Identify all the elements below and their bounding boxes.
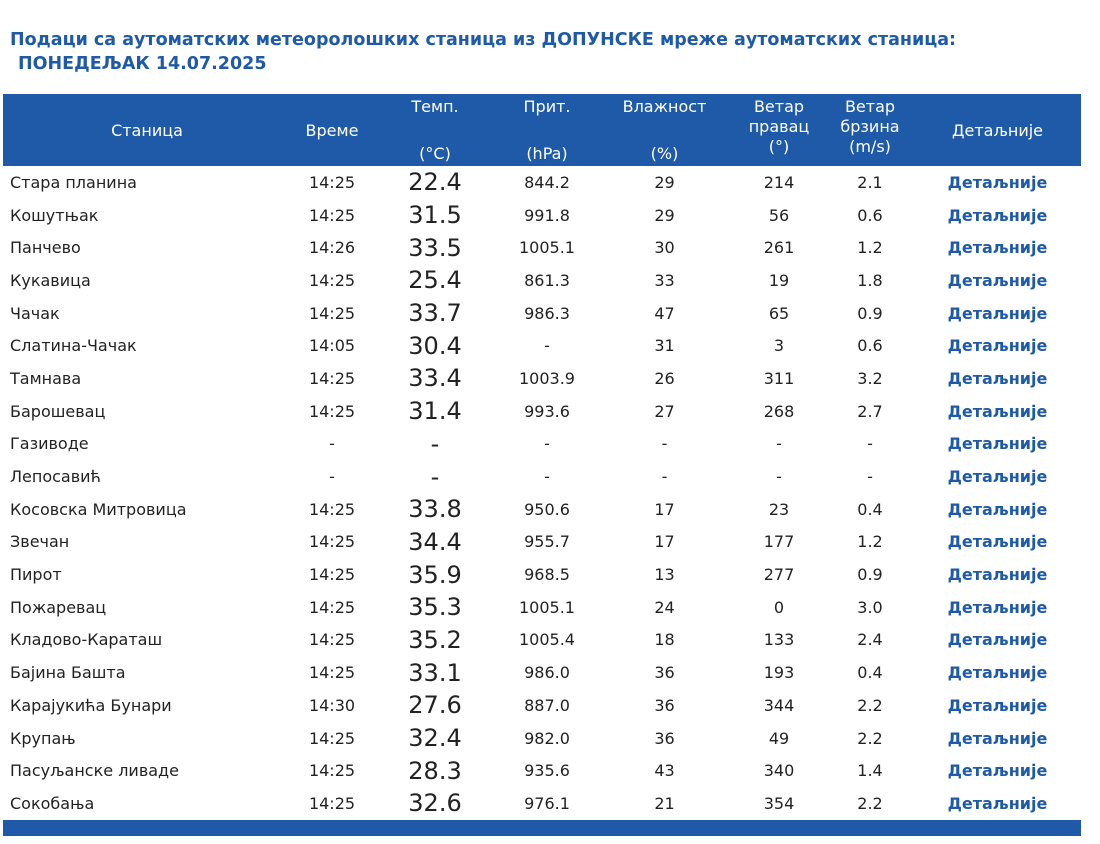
humidity-cell: 13: [654, 565, 675, 585]
pressure-cell: 976.1: [524, 793, 570, 813]
details-link[interactable]: Детаљније: [947, 499, 1048, 519]
station-name: Бајина Башта: [10, 663, 126, 683]
time-cell: -: [329, 434, 335, 454]
time-cell: 14:30: [308, 695, 356, 715]
wind-speed-cell: 1.2: [857, 238, 883, 258]
wind-speed-cell: -: [867, 434, 873, 454]
pressure-cell: -: [544, 467, 550, 487]
wind-speed-cell: 2.1: [857, 172, 883, 192]
wind-speed-cell: -: [867, 467, 873, 487]
station-name: Стара планина: [10, 172, 137, 192]
temperature-cell: 32.4: [408, 724, 462, 753]
table-row: [3, 166, 1081, 199]
wind-speed-cell: 2.2: [857, 728, 883, 748]
pressure-cell: 955.7: [524, 532, 570, 552]
details-link[interactable]: Детаљније: [947, 270, 1048, 290]
header-temperature-unit: (°C): [419, 144, 451, 163]
header-wind-direction: [732, 94, 826, 166]
table-row: [3, 362, 1081, 395]
wind-direction-cell: 65: [768, 303, 790, 323]
humidity-cell: 24: [654, 597, 675, 617]
details-link[interactable]: Детаљније: [947, 401, 1048, 421]
header-station: Станица: [3, 94, 291, 166]
temperature-cell: 31.5: [408, 201, 462, 230]
temperature-cell: 30.4: [408, 331, 462, 360]
humidity-cell: 36: [654, 728, 675, 748]
wind-speed-cell: 2.4: [857, 630, 883, 650]
table-row: [3, 656, 1081, 689]
humidity-cell: 36: [654, 663, 675, 683]
station-name: Лепосавић: [10, 467, 101, 487]
table-row: [3, 526, 1081, 559]
humidity-cell: 18: [654, 630, 675, 650]
header-details: Детаљније: [914, 94, 1081, 166]
details-link[interactable]: Детаљније: [947, 793, 1048, 813]
time-cell: 14:05: [308, 336, 356, 356]
wind-speed-cell: 1.4: [857, 761, 883, 781]
time-cell: 14:25: [308, 172, 356, 192]
table-row: [3, 231, 1081, 264]
temperature-cell: 33.5: [408, 233, 462, 262]
station-name: Кладово-Караташ: [10, 630, 163, 650]
header-temperature: [373, 94, 497, 166]
header-humidity-unit: (%): [650, 144, 679, 163]
header-wind-direction-label1: Ветар: [753, 97, 805, 116]
humidity-cell: 17: [654, 532, 675, 552]
pressure-cell: -: [544, 336, 550, 356]
details-link[interactable]: Детаљније: [947, 761, 1048, 781]
humidity-cell: 43: [654, 761, 675, 781]
details-link[interactable]: Детаљније: [947, 663, 1048, 683]
wind-direction-cell: 133: [763, 630, 795, 650]
time-cell: 14:25: [308, 270, 356, 290]
pressure-cell: 968.5: [524, 565, 570, 585]
station-name: Сокобања: [10, 793, 95, 813]
pressure-cell: 935.6: [524, 761, 570, 781]
details-link[interactable]: Детаљније: [947, 336, 1048, 356]
wind-direction-cell: 19: [768, 270, 790, 290]
details-link[interactable]: Детаљније: [947, 172, 1048, 192]
time-cell: 14:25: [308, 728, 356, 748]
time-cell: 14:25: [308, 205, 356, 225]
wind-speed-cell: 0.9: [857, 303, 883, 323]
humidity-cell: 30: [654, 238, 675, 258]
pressure-cell: 1005.1: [519, 238, 575, 258]
table-row: [3, 199, 1081, 232]
temperature-cell: 35.3: [408, 593, 462, 622]
wind-direction-cell: 268: [763, 401, 795, 421]
details-link[interactable]: Детаљније: [947, 303, 1048, 323]
page-title-line1: Подаци са аутоматских метеоролошких станица из ДОПУНСКЕ мреже аутоматских станица:: [10, 30, 957, 50]
pressure-cell: 991.8: [524, 205, 570, 225]
wind-speed-cell: 3.2: [857, 368, 883, 388]
temperature-cell: 33.7: [408, 299, 462, 328]
station-name: Барошевац: [10, 401, 106, 421]
wind-speed-cell: 0.6: [857, 336, 883, 356]
pressure-cell: 993.6: [524, 401, 570, 421]
humidity-cell: 27: [654, 401, 675, 421]
humidity-cell: 29: [654, 205, 675, 225]
wind-direction-cell: 311: [763, 368, 795, 388]
pressure-cell: 1003.9: [519, 368, 575, 388]
details-link[interactable]: Детаљније: [947, 695, 1048, 715]
wind-direction-cell: -: [776, 467, 782, 487]
time-cell: 14:25: [308, 597, 356, 617]
temperature-cell: -: [430, 462, 440, 491]
wind-direction-cell: 261: [763, 238, 795, 258]
table-row: [3, 722, 1081, 755]
table-row: [3, 689, 1081, 722]
details-link[interactable]: Детаљније: [947, 597, 1048, 617]
header-pressure: [497, 94, 597, 166]
wind-speed-cell: 0.9: [857, 565, 883, 585]
temperature-cell: 35.9: [408, 560, 462, 589]
temperature-cell: 33.8: [408, 495, 462, 524]
time-cell: 14:25: [308, 630, 356, 650]
humidity-cell: 21: [654, 793, 675, 813]
table-row: [3, 428, 1081, 461]
time-cell: 14:25: [308, 532, 356, 552]
table-row: [3, 787, 1081, 820]
table-row: [3, 624, 1081, 657]
wind-speed-cell: 0.4: [857, 663, 883, 683]
table-row: [3, 493, 1081, 526]
station-name: Кошутњак: [10, 205, 99, 225]
page-title-date: ПОНЕДЕЉАК 14.07.2025: [18, 54, 267, 74]
table-row: [3, 591, 1081, 624]
wind-direction-cell: 177: [763, 532, 795, 552]
pressure-cell: 986.3: [524, 303, 570, 323]
station-name: Слатина-Чачак: [10, 336, 137, 356]
header-temperature-label: Темп.: [411, 97, 459, 116]
table-row: [3, 264, 1081, 297]
details-link[interactable]: Детаљније: [947, 728, 1048, 748]
humidity-cell: 17: [654, 499, 675, 519]
stations-table-wrapper: [3, 94, 1081, 820]
table-body: [3, 166, 1081, 820]
header-wind-direction-unit: (°): [768, 137, 790, 156]
temperature-cell: 35.2: [408, 625, 462, 654]
station-name: Косовска Митровица: [10, 499, 187, 519]
temperature-cell: -: [430, 429, 440, 458]
humidity-cell: 33: [654, 270, 675, 290]
pressure-cell: -: [544, 434, 550, 454]
pressure-cell: 1005.4: [519, 630, 575, 650]
table-row: [3, 558, 1081, 591]
details-link[interactable]: Детаљније: [947, 630, 1048, 650]
wind-direction-cell: 277: [763, 565, 795, 585]
wind-speed-cell: 2.2: [857, 793, 883, 813]
station-name: Пасуљанске ливаде: [10, 761, 179, 781]
wind-direction-cell: 49: [768, 728, 790, 748]
details-link[interactable]: Детаљније: [947, 565, 1048, 585]
station-name: Кукавица: [10, 270, 91, 290]
wind-direction-cell: 0: [773, 597, 785, 617]
humidity-cell: -: [661, 467, 668, 487]
table-row: [3, 754, 1081, 787]
temperature-cell: 34.4: [408, 527, 462, 556]
wind-speed-cell: 2.2: [857, 695, 883, 715]
pressure-cell: 861.3: [524, 270, 570, 290]
station-name: Крупањ: [10, 728, 76, 748]
time-cell: 14:25: [308, 368, 356, 388]
pressure-cell: 986.0: [524, 663, 570, 683]
temperature-cell: 32.6: [408, 789, 462, 818]
humidity-cell: 26: [654, 368, 675, 388]
time-cell: -: [329, 467, 335, 487]
time-cell: 14:25: [308, 663, 356, 683]
details-link[interactable]: Детаљније: [947, 532, 1048, 552]
time-cell: 14:25: [308, 565, 356, 585]
pressure-cell: 1005.1: [519, 597, 575, 617]
temperature-cell: 33.4: [408, 364, 462, 393]
header-wind-speed-label1: Ветар: [844, 97, 896, 116]
pressure-cell: 887.0: [524, 695, 570, 715]
temperature-cell: 27.6: [408, 691, 462, 720]
humidity-cell: -: [661, 434, 668, 454]
header-wind-speed-unit: (m/s): [849, 137, 891, 156]
wind-direction-cell: -: [776, 434, 782, 454]
header-pressure-unit: (hPa): [526, 144, 568, 163]
temperature-cell: 25.4: [408, 266, 462, 295]
time-cell: 14:25: [308, 793, 356, 813]
wind-speed-cell: 0.6: [857, 205, 883, 225]
stations-table: [3, 94, 1081, 820]
temperature-cell: 22.4: [408, 168, 462, 197]
wind-direction-cell: 214: [763, 172, 795, 192]
details-link[interactable]: Детаљније: [947, 205, 1048, 225]
humidity-cell: 31: [654, 336, 675, 356]
temperature-cell: 31.4: [408, 397, 462, 426]
details-link[interactable]: Детаљније: [947, 368, 1048, 388]
station-name: Пирот: [10, 565, 62, 585]
header-wind-speed-label2: брзина: [840, 117, 900, 136]
station-name: Звечан: [10, 532, 70, 552]
wind-direction-cell: 354: [763, 793, 795, 813]
header-humidity: [597, 94, 732, 166]
station-name: Пожаревац: [10, 597, 107, 617]
time-cell: 14:25: [308, 761, 356, 781]
header-time: Време: [291, 94, 373, 166]
table-row: [3, 329, 1081, 362]
header-humidity-label: Влажност: [622, 97, 707, 116]
table-row: [3, 297, 1081, 330]
temperature-cell: 28.3: [408, 756, 462, 785]
temperature-cell: 33.1: [408, 658, 462, 687]
wind-direction-cell: 56: [768, 205, 790, 225]
humidity-cell: 29: [654, 172, 675, 192]
details-link[interactable]: Детаљније: [947, 467, 1048, 487]
humidity-cell: 36: [654, 695, 675, 715]
station-name: Тамнава: [10, 368, 82, 388]
header-wind-speed: [826, 94, 914, 166]
pressure-cell: 950.6: [524, 499, 570, 519]
table-header: [3, 94, 1081, 166]
station-name: Чачак: [10, 303, 60, 323]
wind-speed-cell: 0.4: [857, 499, 883, 519]
time-cell: 14:25: [308, 303, 356, 323]
wind-direction-cell: 3: [773, 336, 785, 356]
time-cell: 14:25: [308, 401, 356, 421]
station-name: Панчево: [10, 238, 81, 258]
wind-direction-cell: 344: [763, 695, 795, 715]
header-row: [3, 94, 1081, 166]
wind-speed-cell: 2.7: [857, 401, 883, 421]
station-name: Газиводе: [10, 434, 89, 454]
pressure-cell: 844.2: [524, 172, 570, 192]
wind-direction-cell: 340: [763, 761, 795, 781]
details-link[interactable]: Детаљније: [947, 434, 1048, 454]
header-pressure-label: Прит.: [523, 97, 571, 116]
table-row: [3, 395, 1081, 428]
time-cell: 14:26: [308, 238, 356, 258]
table-row: [3, 460, 1081, 493]
details-link[interactable]: Детаљније: [947, 238, 1048, 258]
time-cell: 14:25: [308, 499, 356, 519]
wind-speed-cell: 1.2: [857, 532, 883, 552]
header-wind-direction-label2: правац: [748, 117, 810, 136]
wind-speed-cell: 3.0: [857, 597, 883, 617]
humidity-cell: 47: [654, 303, 675, 323]
wind-speed-cell: 1.8: [857, 270, 883, 290]
page-title: [10, 28, 1090, 76]
station-name: Карајукића Бунари: [10, 695, 172, 715]
wind-direction-cell: 193: [763, 663, 795, 683]
table-footer-bar: [3, 820, 1081, 836]
wind-direction-cell: 23: [768, 499, 790, 519]
pressure-cell: 982.0: [524, 728, 570, 748]
